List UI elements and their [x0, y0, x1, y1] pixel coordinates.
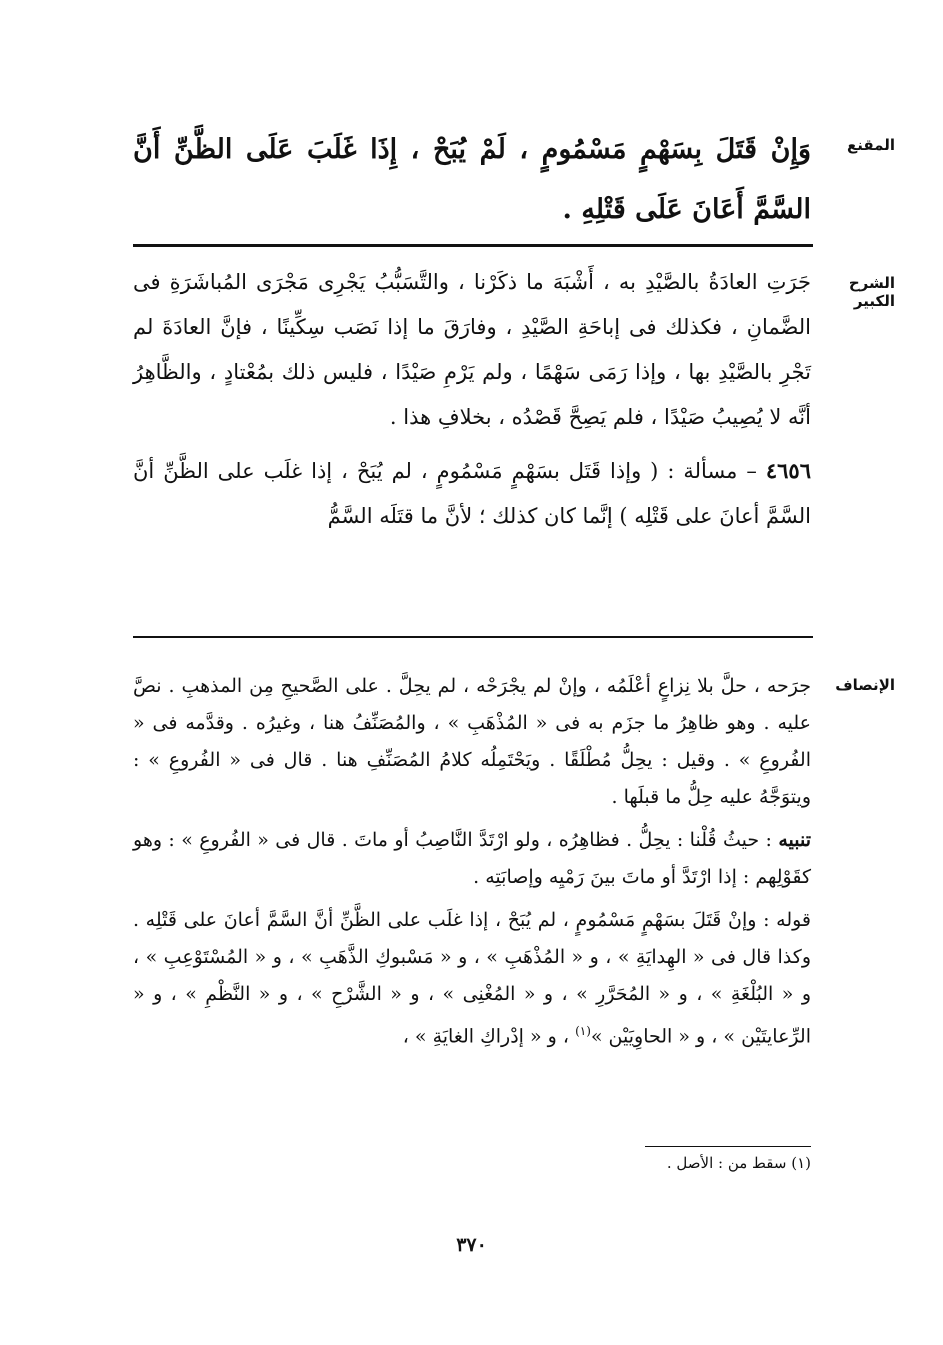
page-number: ٣٧٠ [456, 1234, 487, 1256]
masala-text: – مسألة : ( وإذا قَتَل بسَهْمٍ مَسْمُومٍ ، لم يُبَحْ ، إذا غلَب على الظَّنِّ أنَّ السَّمَّ أعانَ على قَتْلِه ) إنَّما كان كذلك ؛ لأنَّ ما قتَلَه السَّمُّ [133, 459, 811, 528]
section-divider-thick [133, 244, 813, 247]
footnote-divider [645, 1146, 811, 1147]
footnote: (١) سقط من : الأصل . [666, 1154, 811, 1172]
muqni-text [133, 120, 811, 240]
masala-number: ٤٦٥٦ [765, 458, 811, 483]
sharh-text [133, 260, 811, 539]
section-divider-thin [133, 636, 813, 638]
muqni-label: المقنع [847, 136, 895, 154]
footnote-ref: (١) [575, 1024, 591, 1038]
tanbih-paragraph [133, 822, 811, 896]
muqni-paragraph: وَإِنْ قَتَلَ بِسَهْمٍ مَسْمُومٍ ، لَمْ يُبَحْ ، إِذَا غَلَبَ عَلَى الظَّنِّ أَنَّ السَّمَّ أَعَانَ عَلَى قَتْلِهِ . [133, 134, 811, 225]
qawluh-text: قوله : وإنْ قَتَلَ بسَهْمٍ مَسْمُومٍ ، لم يُبَحْ ، إذا غلَب على الظَّنِّ أنَّ السَّمَّ أعانَ على قَتْلِه . وكذا قال فى « الهِدايَةِ » ، و « المُذْهَبِ » ، و « مَسْبوكِ الذَّهَبِ » ، و « المُسْتَوْعِبِ » ، و « البُلْغَةِ » ، و « المُحَرَّرِ » ، و « المُغْنِى » ، و « الشَّرْحِ » ، و « النَّظْمِ » ، و « الرِّعايتَيْن » ، و « الحاوِيَيْن » [133, 909, 811, 1048]
sharh-paragraph: جَرَتِ العادَةُ بالصَّيْدِ به ، أَشْبَهَ ما ذكَرْنا ، والتَّسَبُّبُ يَجْرِى مَجْرَى المُباشَرَةِ فى الضَّمانِ ، فكذلك فى إباحَةِ الصَّيْدِ ، وفارَقَ ما إذا نَصَب سِكِّينًا ، فإنَّ العادَةَ لم تَجْرِ بالصَّيْدِ بها ، وإذا رَمَى سَهْمًا ، ولم يَرْمِ صَيْدًا ، فليس ذلك بمُعْتادٍ ، والظَّاهِرُ أنَّه لا يُصِيبُ صَيْدًا ، فلم يَصِحَّ قَصْدُه ، بخلافِ هذا . [133, 270, 811, 429]
tanbih-label: تنبيه [778, 829, 811, 851]
insaf-paragraph: جرَحه ، حلَّ بلا نِزاعٍ أعْلَمُه ، وإنْ لم يجْرَحْه ، لم يحِلَّ . على الصَّحيحِ مِن المذهبِ . نصَّ عليه . وهو ظاهِرُ ما جزَم به فى « المُذْهَبِ » ، والمُصَنِّفُ هنا ، وغيرُه . وقدَّمه فى « الفُروعِ » . وقيل : يحِلُّ مُطْلَقًا . ويَحْتَمِلُه كلامُ المُصَنِّفِ هنا . قال فى « الفُروعِ » : ويتوَجَّهُ عليه حِلُّ ما قبلَها . [133, 675, 811, 808]
sharh-label: الشرح الكبير [848, 274, 895, 310]
tanbih-text: : حيثُ قُلْنا : يحِلُّ . فظاهِرُه ، ولو ارْتَدَّ النَّاصِبُ أو ماتَ . قال فى « الفُروعِ » : وهو كقَوْلِهم : إذا ارْتَدَّ أو ماتَ بينَ رَمْيِه وإصابَتِه . [133, 829, 811, 888]
masala-paragraph [133, 448, 811, 539]
qawluh-end: ، و « إدْراكِ الغايَةِ » ، [402, 1025, 576, 1048]
insaf-label: الإنصاف [835, 676, 895, 694]
insaf-text [133, 668, 811, 1055]
qawluh-paragraph [133, 902, 811, 1055]
